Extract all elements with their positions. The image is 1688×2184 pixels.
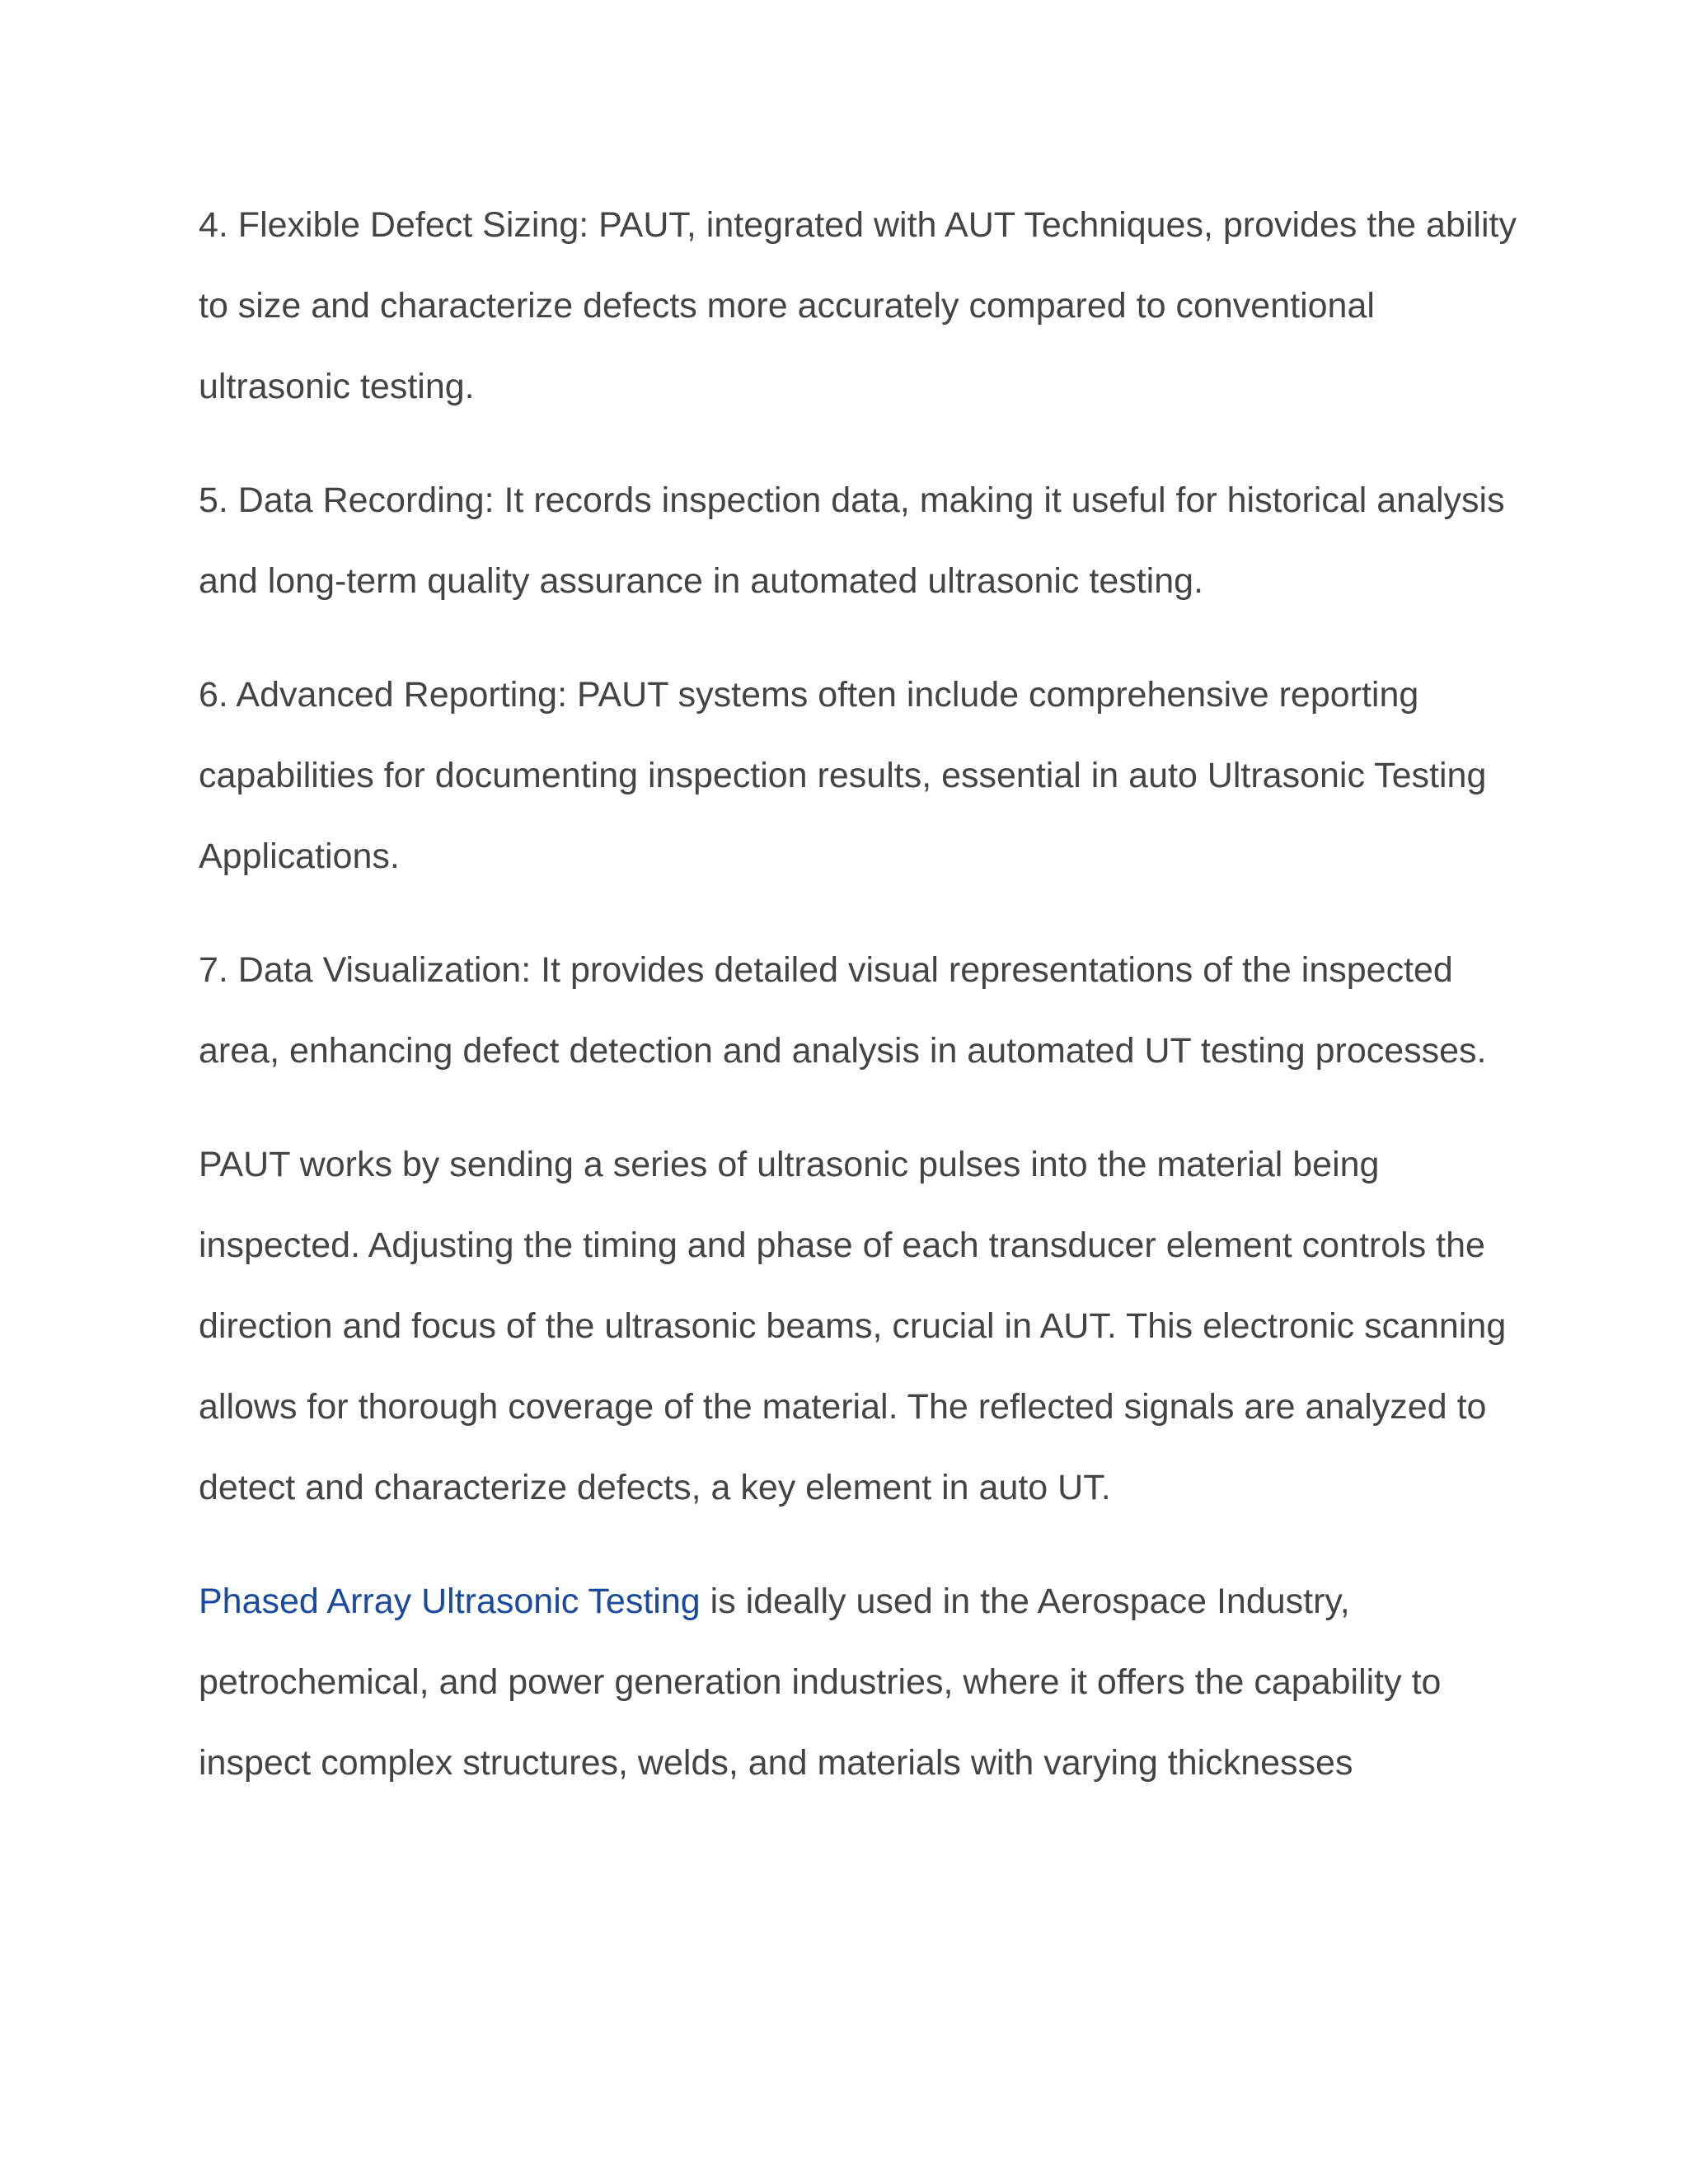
- paragraph-data-visualization: 7. Data Visualization: It provides detailed visual representations of the inspected area, enhancing defect detection and analysis in automated UT testing processes.: [199, 950, 1487, 1071]
- paragraph-advanced-reporting: 6. Advanced Reporting: PAUT systems often include comprehensive reporting capabilities for documenting inspection results, essential in auto Ultrasonic Testing Applications.: [199, 675, 1487, 876]
- paragraph-data-recording: 5. Data Recording: It records inspection data, making it useful for historical analysis and long-term quality assurance in automated ultrasonic testing.: [199, 480, 1505, 601]
- document-body: [199, 185, 1526, 1836]
- paragraph-paut-works: PAUT works by sending a series of ultrasonic pulses into the material being inspected. Adjusting the timing and phase of each transducer element controls the direction and focus of the ultrasonic beams, crucial in AUT. This electronic scanning allows for thorough coverage of the material. The reflected signals are analyzed to detect and characterize defects, a key element in auto UT.: [199, 1145, 1507, 1507]
- paut-link[interactable]: Phased Array Ultrasonic Testing: [199, 1582, 701, 1621]
- paragraph-paut-usage: [199, 1561, 1526, 1803]
- paragraph-paut-usage-text: is ideally used in the Aerospace Industry, petrochemical, and power generation industries, where it offers the capability to inspect complex structures, welds, and materials with varying thicknesses: [199, 1582, 1442, 1783]
- paragraph-flexible-defect-sizing: 4. Flexible Defect Sizing: PAUT, integrated with AUT Techniques, provides the ability to size and characterize defects more accurately compared to conventional ultrasonic testing.: [199, 205, 1517, 406]
